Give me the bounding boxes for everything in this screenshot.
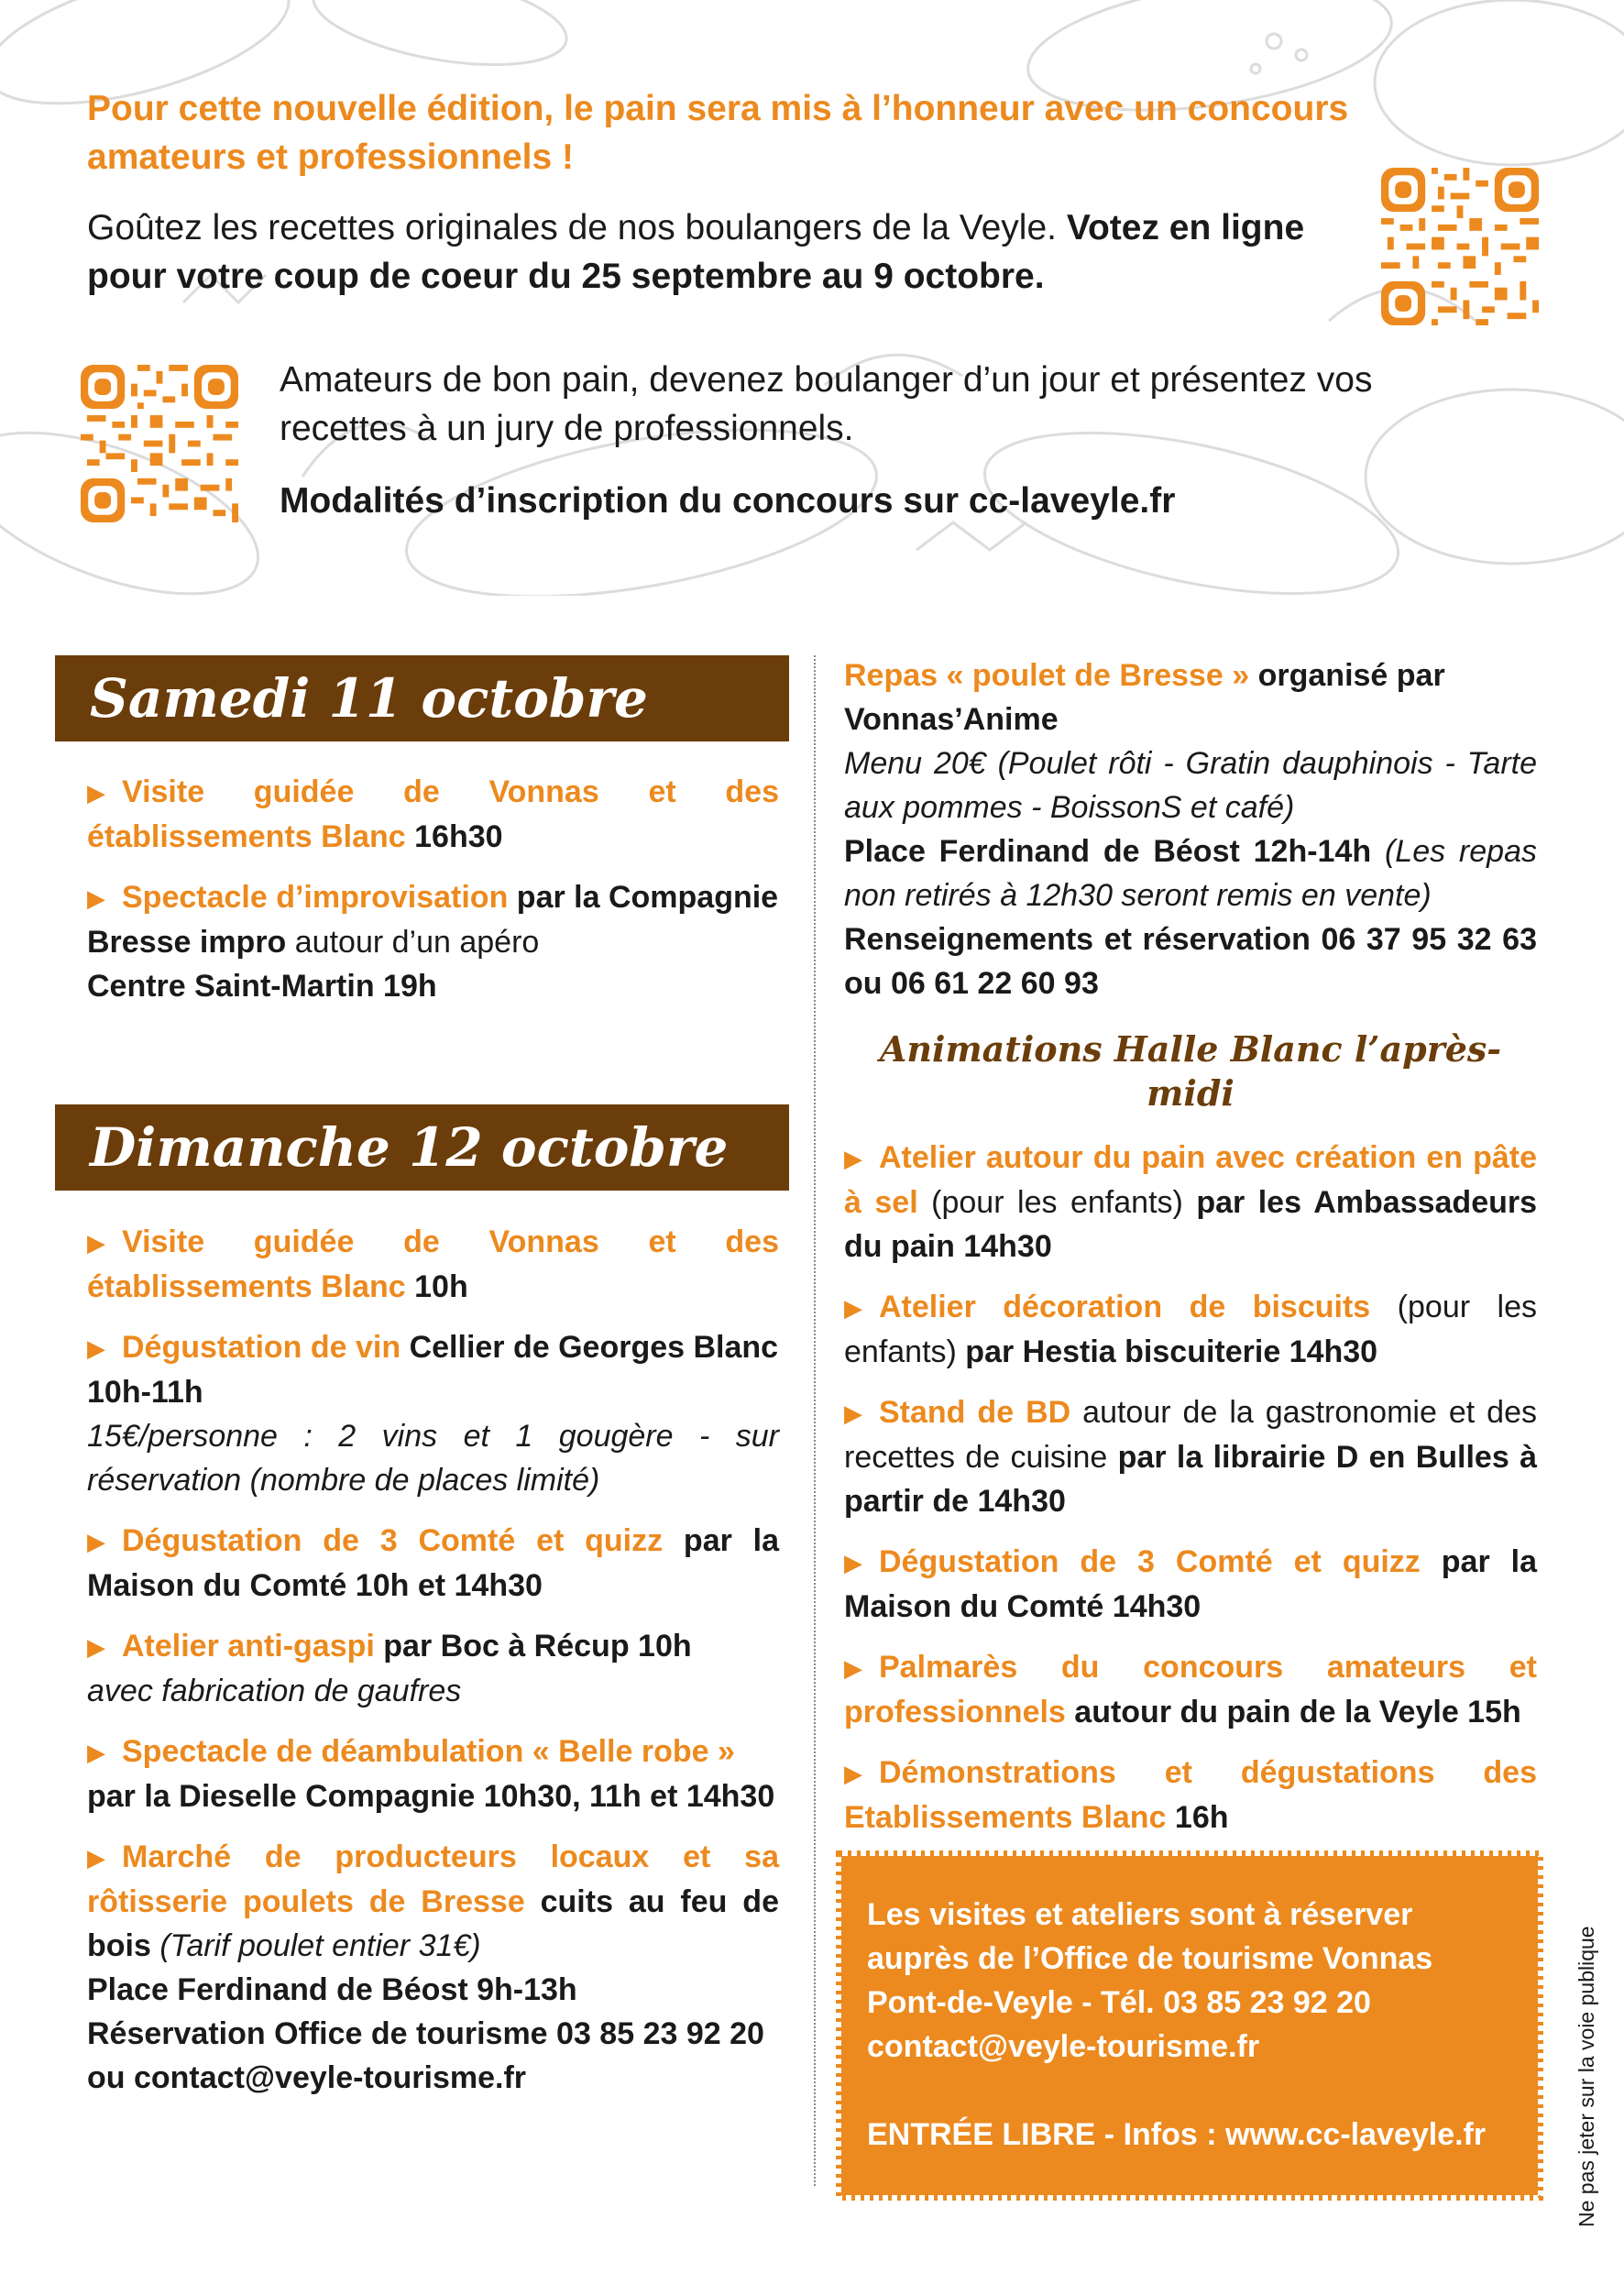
- event-details: 16h: [1166, 1800, 1229, 1835]
- event-price: (Tarif poulet entier 31€): [150, 1928, 481, 1963]
- arrow-icon: ▶: [87, 1739, 105, 1766]
- arrow-icon: ▶: [87, 1528, 105, 1555]
- event-title: Atelier décoration de biscuits: [879, 1290, 1371, 1324]
- event-details: par Hestia biscuiterie 14h30: [956, 1334, 1378, 1369]
- repas-block: [844, 653, 1537, 1005]
- event-title: Dégustation de vin: [122, 1330, 401, 1365]
- intro-headline: Pour cette nouvelle édition, le pain sera mis à l’honneur avec un concours amateurs et professionnels !: [87, 89, 1349, 177]
- event-title: Spectacle de déambulation « Belle robe »: [122, 1734, 735, 1769]
- event-place: Place Ferdinand de Béost 9h-13h: [87, 1972, 577, 2007]
- vertical-disclaimer: Ne pas jeter sur la voie publique: [1575, 1926, 1598, 2227]
- taste-text: Goûtez les recettes originales de nos boulangers de la Veyle.: [87, 208, 1067, 247]
- repas-contact: Renseignements et réservation 06 37 95 32 63 ou 06 61 22 60 93: [844, 922, 1537, 1001]
- event-note: autour de la gastronomie et des recettes de cuisine: [844, 1395, 1538, 1475]
- samedi-title: Samedi 11 octobre: [90, 667, 648, 730]
- dimanche-item-vin: [87, 1325, 779, 1502]
- animation-item-biscuits: [844, 1285, 1537, 1374]
- arrow-icon: ▶: [87, 779, 105, 807]
- event-place: Centre Saint-Martin 19h: [87, 969, 437, 1004]
- arrow-icon: ▶: [87, 1229, 105, 1257]
- event-title: Spectacle d’improvisation: [122, 880, 509, 915]
- animation-item-demonstrations: [844, 1751, 1537, 1839]
- arrow-icon: ▶: [844, 1400, 862, 1427]
- samedi-item-spectacle: [87, 875, 779, 1008]
- amateurs-paragraph: Amateurs de bon pain, devenez boulanger d’un jour et présentez vos recettes à un jury de professionnels.: [280, 360, 1373, 448]
- arrow-icon: ▶: [87, 1844, 105, 1872]
- dimanche-item-marche: [87, 1835, 779, 2100]
- dimanche-banner: [55, 1104, 789, 1191]
- vote-qr-code[interactable]: [1381, 168, 1539, 325]
- info-email[interactable]: contact@veyle-tourisme.fr: [867, 2029, 1260, 2064]
- animation-item-palmares: [844, 1645, 1537, 1734]
- arrow-icon: ▶: [87, 1334, 105, 1362]
- event-note: avec fabrication de gaufres: [87, 1674, 462, 1708]
- arrow-icon: ▶: [87, 884, 105, 912]
- event-note: (pour les enfants): [844, 1290, 1537, 1369]
- event-details: par Boc à Récup 10h: [374, 1629, 692, 1664]
- repas-place-note: (Les repas non retirés à 12h30 seront remis en vente): [844, 834, 1537, 913]
- inscription-qr-code[interactable]: [81, 365, 238, 522]
- event-title: Marché de producteurs locaux et sa rôtisserie poulets de Bresse: [87, 1839, 779, 1919]
- animation-item-comte: [844, 1540, 1537, 1629]
- column-divider: [814, 655, 816, 2186]
- event-title: Dégustation de 3 Comté et quizz: [879, 1544, 1421, 1579]
- event-title: Palmarès du concours amateurs et professionnels: [844, 1650, 1537, 1729]
- dimanche-events: [87, 1220, 779, 2116]
- arrow-icon: ▶: [844, 1654, 862, 1682]
- intro-paragraph: [87, 203, 1306, 301]
- event-title: Démonstrations et dégustations des Etablissements Blanc: [844, 1755, 1537, 1835]
- animation-item-pain: [844, 1136, 1537, 1268]
- info-entree[interactable]: ENTRÉE LIBRE - Infos : www.cc-laveyle.fr: [867, 2117, 1487, 2152]
- event-time: 10h: [405, 1269, 468, 1304]
- modalites-link-text: Modalités d’inscription du concours sur cc-laveyle.fr: [280, 481, 1176, 521]
- arrow-icon: ▶: [844, 1145, 862, 1172]
- samedi-banner: [55, 655, 789, 741]
- event-title: Stand de BD: [879, 1395, 1071, 1430]
- repas-organizer: organisé par Vonnas’Anime: [844, 658, 1445, 737]
- info-box: [841, 1856, 1538, 2195]
- vote-text: Votez en ligne pour votre coup de coeur du 25 septembre au 9 octobre.: [87, 208, 1305, 296]
- event-title: Atelier anti-gaspi: [122, 1629, 375, 1664]
- arrow-icon: ▶: [844, 1549, 862, 1576]
- dimanche-item-visite: [87, 1220, 779, 1309]
- event-details: cuits au feu de bois: [87, 1884, 779, 1963]
- event-reservation: Réservation Office de tourisme 03 85 23 92 20 ou contact@veyle-tourisme.fr: [87, 2016, 764, 2095]
- event-details: par la Maison du Comté 10h et 14h30: [87, 1523, 779, 1603]
- repas-title: Repas « poulet de Bresse »: [844, 658, 1250, 693]
- info-reservation: Les visites et ateliers sont à réserver auprès de l’Office de tourisme Vonnas Pont-de-Veyle - Tél. 03 85 23 92 20: [867, 1897, 1433, 2020]
- repas-menu: Menu 20€ (Poulet rôti - Gratin dauphinois - Tarte aux pommes - BoissonS et café): [844, 746, 1537, 825]
- event-title: Atelier autour du pain avec création en pâte à sel: [844, 1140, 1537, 1220]
- dimanche-item-deambulation: [87, 1729, 779, 1818]
- event-details: autour du pain de la Veyle 15h: [1065, 1695, 1521, 1729]
- event-details: Cellier de Georges Blanc 10h-11h: [87, 1330, 779, 1410]
- arrow-icon: ▶: [844, 1760, 862, 1787]
- dimanche-item-comte: [87, 1519, 779, 1608]
- event-organizer: par la Compagnie Bresse impro: [87, 880, 779, 960]
- event-note: autour d’un apéro: [286, 925, 540, 960]
- event-details: par les Ambassadeurs du pain 14h30: [844, 1185, 1538, 1264]
- event-details: par la Dieselle Compagnie 10h30, 11h et 14h30: [87, 1779, 775, 1814]
- samedi-events: [87, 770, 779, 1025]
- dimanche-item-antigaspi: [87, 1624, 779, 1713]
- event-title: Dégustation de 3 Comté et quizz: [122, 1523, 664, 1558]
- samedi-item-visite: [87, 770, 779, 859]
- repas-place: Place Ferdinand de Béost 12h-14h: [844, 834, 1372, 869]
- event-note: (pour les enfants): [917, 1185, 1183, 1220]
- event-details: par la Maison du Comté 14h30: [844, 1544, 1537, 1624]
- event-time: 16h30: [405, 819, 503, 854]
- dimanche-title: Dimanche 12 octobre: [90, 1116, 729, 1179]
- arrow-icon: ▶: [87, 1633, 105, 1661]
- event-note: 15€/personne : 2 vins et 1 gougère - sur réservation (nombre de places limité): [87, 1419, 779, 1498]
- animation-item-bd: [844, 1390, 1537, 1523]
- event-title: Visite guidée de Vonnas et des établissements Blanc: [87, 774, 779, 854]
- event-title: Visite guidée de Vonnas et des établissements Blanc: [87, 1224, 779, 1304]
- arrow-icon: ▶: [844, 1294, 862, 1322]
- right-column-events: [844, 653, 1537, 1856]
- event-details: par la librairie D en Bulles à partir de 14h30: [844, 1440, 1537, 1519]
- animations-heading: Animations Halle Blanc l’après-midi: [879, 1028, 1502, 1114]
